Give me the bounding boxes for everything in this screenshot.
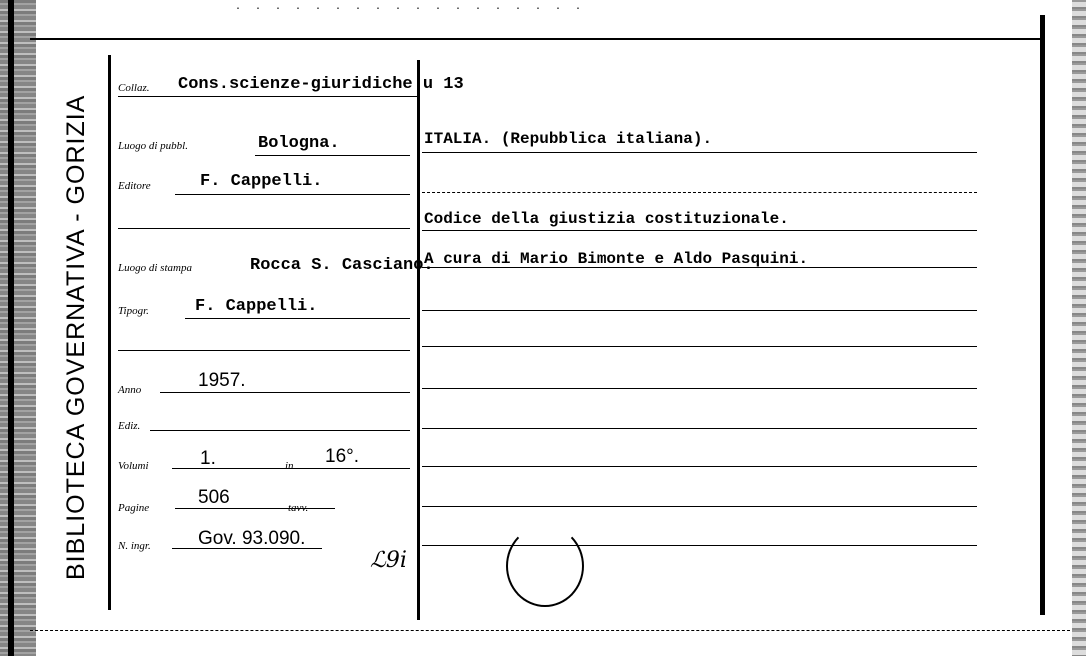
n-ingr-label: N. ingr. <box>118 540 151 552</box>
rule <box>118 96 418 97</box>
entry-title: Codice della giustizia costituzionale. <box>424 210 789 228</box>
entry-heading: ITALIA. (Repubblica italiana). <box>424 130 713 148</box>
rule <box>422 310 977 311</box>
tipografo-value: F. Cappelli. <box>195 297 318 316</box>
card-left-edge <box>0 0 36 656</box>
anno-value: 1957. <box>198 370 246 391</box>
editore-value: F. Cappelli. <box>200 172 323 191</box>
rule <box>118 350 410 351</box>
luogo-stampa-value: Rocca S. Casciano. <box>250 256 434 275</box>
rule <box>175 508 335 509</box>
rule <box>422 192 977 193</box>
volumi-label: Volumi <box>118 460 149 472</box>
tavole-label: tavv. <box>288 502 309 514</box>
rule <box>175 194 410 195</box>
formato-label: in <box>285 460 294 472</box>
rule <box>422 267 977 268</box>
top-border <box>30 38 1040 40</box>
rule <box>422 388 977 389</box>
volumi-value: 1. <box>200 448 216 469</box>
right-rule <box>1040 15 1045 615</box>
rule <box>422 152 977 153</box>
left-column-rule <box>108 55 111 610</box>
rule <box>172 548 322 549</box>
rule <box>422 506 977 507</box>
rule <box>422 346 977 347</box>
formato-value: 16°. <box>325 446 360 467</box>
luogo-pubbl-value: Bologna. <box>258 134 340 153</box>
rule <box>150 430 410 431</box>
rule <box>422 466 977 467</box>
handwritten-mark: ℒ9i <box>370 548 407 573</box>
rule <box>172 468 410 469</box>
tipografo-label: Tipogr. <box>118 305 149 317</box>
pagine-label: Pagine <box>118 502 150 514</box>
rule <box>118 228 410 229</box>
rule <box>422 230 977 231</box>
hole-punch-circle <box>506 525 584 607</box>
top-marks: . . . . . . . . . . . . . . . . . . <box>235 2 586 13</box>
rule <box>422 428 977 429</box>
rule <box>185 318 410 319</box>
luogo-pubbl-label: Luogo di pubbl. <box>118 140 188 152</box>
pagine-value: 506 <box>198 487 230 508</box>
library-title: BIBLIOTECA GOVERNATIVA - GORIZIA <box>62 94 90 580</box>
card-right-edge <box>1072 0 1086 656</box>
center-column-rule <box>417 60 420 620</box>
entry-responsibility: A cura di Mario Bimonte e Aldo Pasquini. <box>424 250 809 268</box>
card-left-edge-bar <box>8 0 14 656</box>
bottom-border <box>30 630 1070 631</box>
collocazione-label: Collaz. <box>118 82 150 94</box>
luogo-stampa-label: Luogo di stampa <box>118 262 192 274</box>
edizione-label: Ediz. <box>118 420 141 432</box>
editore-label: Editore <box>118 180 151 192</box>
rule <box>160 392 410 393</box>
n-ingr-value: Gov. 93.090. <box>198 528 306 549</box>
rule <box>422 545 977 546</box>
anno-label: Anno <box>118 384 142 396</box>
rule <box>255 155 410 156</box>
collocazione-value: Cons.scienze-giuridiche u 13 <box>178 75 464 94</box>
